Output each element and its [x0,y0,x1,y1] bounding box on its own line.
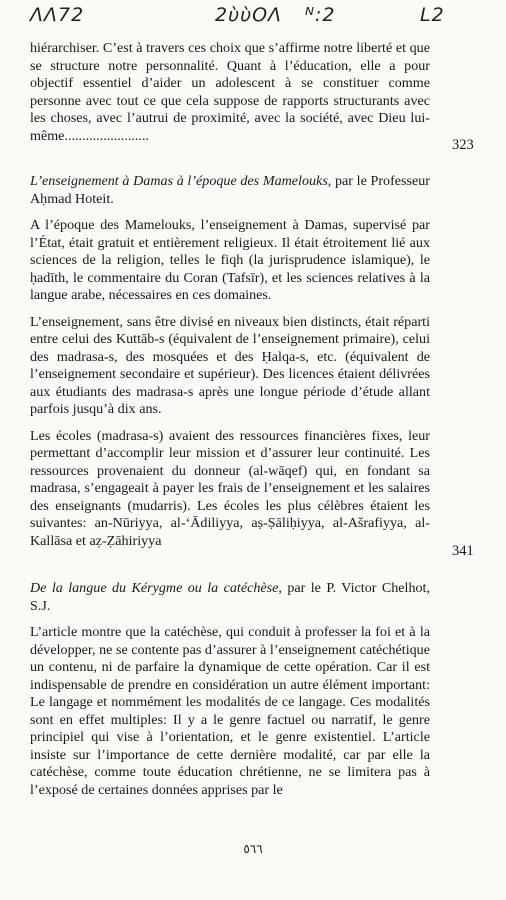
article-2-para-1: A l’époque des Mamelouks, l’enseignement à Damas, supervisé par l’État, était gratuit et entièrement religieux. Il était étroitement lié aux sciences de la religion, telles le fiqh (la jurisprudence islamique), le ḥadīth, le commentaire du Coran (Tafsīr), et les sciences relatives à la langue arabe, nécessaires en ces domaines. [30,217,430,303]
article-3-author: par le P. Victor Chelhot, S.J. [30,580,430,614]
handwritten-note-2: 2ὺὺΟΛ [215,4,283,26]
article-2 [30,173,430,559]
block-1 [30,40,430,154]
handwritten-note-3: ᴺ:2 [305,4,336,26]
article-2-author: par le Professeur Aḥmad Hoteit. [30,173,430,207]
page-number: ٥٦٦ [243,842,263,856]
article-2-title: L’enseignement à Damas à l’époque des Mamelouks, [30,173,332,189]
page-ref-323: 323 [452,137,474,153]
page-ref-341: 341 [452,543,474,559]
article-3-heading [30,580,430,615]
handwritten-note-1: ΛΛ72 [30,4,85,26]
block-1-text: hiérarchiser. C’est à travers ces choix que s’affirme notre liberté et que se structure notre personnalité. Quant à l’éducation, elle a pour objectif essentiel d’aider un adolescent à se constituer comme personne avec tout ce que cela suppose de rapports structurants avec les choses, avec l’autrui de proximité, avec la société, avec Dieu lui-même........................ [30,40,430,144]
article-3 [30,580,430,808]
article-2-para-2: L’enseignement, sans être divisé en niveaux bien distincts, était réparti entre celui des Kuttāb-s (équivalent de l’enseignement primaire), celui des madrasa-s, des mosquées et des Ḥalqa-s, etc. (équivalent de l’enseignement secondaire et supérieur). Des licences étaient délivrées aux étudiants des madrasa-s après une longue période d’étude allant parfois jusqu’à dix ans. [30,313,430,417]
article-2-heading [30,173,430,208]
article-2-para-3: Les écoles (madrasa-s) avaient des ressources financières fixes, leur permettant d’accomplir leur mission et d’assurer leur continuité. Les ressources provenaient du donneur (al-wāqef) qui, en fondant sa madrasa, s’engageait à payer les frais de l’enseignement et les salaires des enseignants (mudarris). Les écoles les plus célèbres étaient les suivantes: an-Nūriyya, al-‘Ādiliyya, aṣ-Ṣāliḥiyya, al-Ašrafiyya, al-Kallāsa et aẓ-Ẓāhiriyya [30,427,430,549]
handwritten-note-4: L2 [420,4,445,26]
article-3-title: De la langue du Kérygme ou la catéchèse, [30,580,282,596]
article-3-para-1: L’article montre que la catéchèse, qui conduit à professer la foi et à la développer, ne se contente pas d’assurer à l’enseignement catéchétique un contenu, ni de parfaire la dynamique de cette opération. Car il est indispensable de prendre en considération un autre élément important: Le langage et nommément les modalités de ce langage. Ces modalités sont en effet multiples: Il y a le genre factuel ou narratif, le genre principiel qui vise à l’orientation, et le genre existentiel. L’article insiste sur l’importance de cette dernière modalité, car par elle la catéchèse, comme toute éducation chrétienne, ne se limitera pas à l’exposé de certaines données apprises par le [30,624,430,798]
